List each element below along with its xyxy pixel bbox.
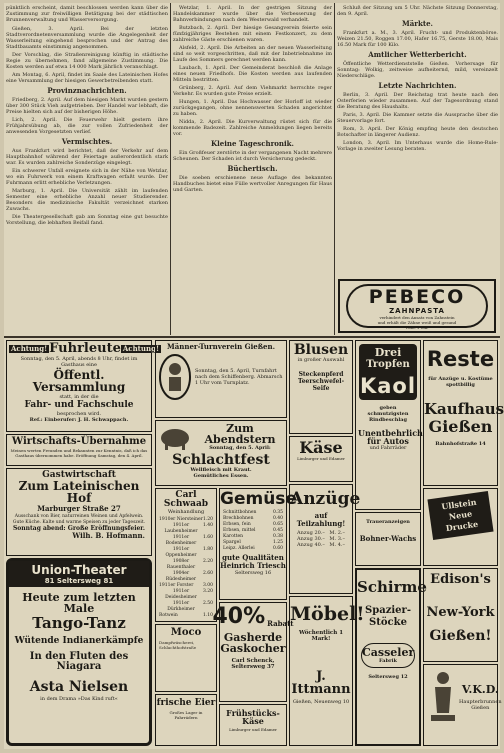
ullstein-title: Ullstein Neue Drucke — [427, 491, 493, 540]
kaese-sub: Limburger und Edamer — [297, 456, 345, 461]
article-paragraph: London, 3. April. Im Unterhaus wurde die Home-Rule-Vorlage in zweiter Lesung beraten. — [337, 140, 498, 152]
union-title: Union-Theater — [9, 561, 149, 577]
price-item-name: 1910er Niersteiner — [159, 517, 203, 522]
fruehstueck-sub: Limburger und Edamer — [229, 727, 277, 732]
kaese-ad — [289, 436, 353, 482]
article-paragraph: Nidda, 2. April. Die Kurverwaltung rüstet sich für die kommende Badezeit. Zahlreiche Anmeldungen liegen bereits vor. — [173, 119, 332, 137]
union-address: 81 Seltersweg 81 — [9, 577, 149, 587]
col1-intro: pünktlich erscheint, damit beschlossen werden kann über die Zustimmung zur freiwilligen Betätigung bei der städtischen Brunnenverwaltung und Wasserversorgung. — [6, 5, 168, 23]
price-row — [156, 535, 216, 547]
kaese-title: Käse — [299, 438, 343, 457]
price-item-name: 1911er Deidesheimer — [165, 589, 197, 600]
hofmann-sign: Wilh. B. Hofmann. — [72, 531, 145, 540]
schirme-title: Schirme — [357, 578, 427, 596]
article-paragraph: Berlin, 3. April. Der Reichstag trat heute nach den Osterferien wieder zusammen. Auf der Tagesordnung stand die Beratung des Haushalts. — [337, 92, 498, 110]
price-row — [156, 589, 216, 601]
ittmann-title: J. Ittmann — [291, 669, 351, 697]
marburger-strasse: Marburger Straße 27 — [37, 504, 121, 513]
price-row — [156, 559, 216, 571]
price-item-value: 0.35 — [272, 510, 283, 515]
pig-icon — [158, 423, 192, 451]
price-item-value: 1.80 — [202, 547, 213, 552]
rabatt-label: Rabatt — [267, 619, 294, 628]
schenck-address: Carl Schenck, Seltersweg 37 — [231, 658, 275, 670]
unentbehrlich-sub: und Fahrräder — [369, 445, 407, 451]
price-item-name: 1904er Rüdesheimer — [165, 571, 197, 582]
gemuese-ad — [219, 488, 297, 600]
article-paragraph: Laubach, 1. April. Der Gemeinderat beschloß die Anlage eines neuen Friedhofs. Die Kosten werden aus laufenden Mitteln bestritten. — [173, 65, 332, 83]
article-paragraph: Lich, 2. April. Die Feuerwehr hielt gestern ihre Frühjahrsübung ab, die zur vollen Zufriedenheit der anwesenden Vorgesetzten verlief. — [6, 117, 168, 135]
edisons-title: Edison's — [430, 572, 491, 587]
price-item-name: Karotten — [223, 534, 244, 539]
gaskocher: Gaskocher — [220, 642, 286, 655]
price-row — [156, 601, 216, 613]
price-item-name: 1911er Dürkheimer — [167, 601, 195, 612]
price-item-value: 3.20 — [202, 589, 213, 594]
new-york: New-York — [426, 605, 495, 620]
gemuese-title: Gemüse — [220, 489, 297, 509]
union-theater-ad — [6, 558, 152, 746]
article-paragraph: Ein Großfeuer zerstörte in der vergangenen Nacht mehrere Scheunen. Der Schaden ist durch Versicherung gedeckt. — [173, 150, 332, 162]
wirtschaft-text: Meinen werten Freunden und Bekannten zur Kenntnis, daß ich das Gasthaus übernommen habe. Eröffnung Samstag, den 4. April. — [10, 448, 148, 458]
anzuege-row: Anzug 20.– M. 2.– — [297, 530, 345, 536]
price-item-value: 0.38 — [272, 534, 283, 539]
anzuege-row: Anzug 30.– M. 3.– — [297, 536, 345, 542]
kaufhaus-giessen: Gießen — [428, 417, 493, 436]
spazier-stoecke: Spazier-Stöcke — [365, 605, 411, 628]
article-paragraph: Hungen, 1. April. Das Hochwasser der Horloff ist wieder zurückgegangen, ohne nennenswerten Schaden angerichtet zu haben. — [173, 99, 332, 117]
pebeco-sub: ZAHNPASTA — [389, 307, 445, 315]
casseler-fabrik: Fabrik — [378, 658, 397, 664]
oeffentl-versammlung: Öffentl. Versammlung — [32, 368, 126, 394]
lateinischer-hof-title: Zum Lateinischen Hof — [18, 479, 140, 505]
wuetende-indianer: Wütende Indianerkämpfe — [14, 636, 144, 646]
price-item-value: 0.40 — [272, 516, 283, 521]
article-paragraph: Schluß der Sitzung um 5 Uhr. Nächste Sitzung Donnerstag, den 9. April. — [337, 5, 498, 17]
lat-text: Ausschank von Bier, naturreinen Weinen und Apfelwein. Gute Küche. Kalte und warme Speisen zu jeder Tageszeit. — [12, 514, 146, 525]
price-row — [156, 547, 216, 559]
fluten-niagara: In den Fluten des Niagara — [29, 651, 129, 672]
teilzahlung: auf Teilzahlung! — [296, 511, 346, 528]
bahnhofstrasse: Bahnhofstraße 14 — [435, 441, 486, 447]
heinrich-sub: Seltersweg 16 — [234, 570, 272, 576]
price-item-name: Erbsen, mittel — [223, 528, 256, 533]
article-paragraph: Rom, 3. April. Der König empfing heute den deutschen Botschafter in längerer Audienz. — [337, 126, 498, 138]
article-paragraph: Grünberg, 2. April. Auf dem Viehmarkt herrschte reger Verkehr. Es wurden gute Preise erzielt. — [173, 85, 332, 97]
moco-text: Dampfwäscherei, Schlachthofstraße — [159, 640, 197, 650]
rabatt-percent: 40% — [212, 604, 266, 629]
price-item-name: Brechbohnen — [223, 516, 254, 521]
price-item-name: Erbsen, fein — [223, 522, 251, 527]
news-column-2 — [173, 5, 332, 335]
article-paragraph: Frankfurt a. M., 3. April. Frucht- und Produktenbörse. Weizen 21.50, Roggen 17.00, Hafer 16.75, Gerste 18.00, Mais 16.50 Mark für 100 Kilo. — [337, 30, 498, 48]
article-paragraph: Die Theatergesellschaft gab am Sonntag eine gut besuchte Vorstellung, die lebhaften Beifall fand. — [6, 214, 168, 226]
sonntag-feier: Sonntag abend: Große Eröffnungsfeier. — [12, 525, 146, 532]
selters-address: Seltersweg 12 — [368, 674, 408, 680]
article-paragraph: Die soeben erschienene neue Auflage des bekannten Handbuches bietet eine Fülle wertvoller Anregungen für Haus und Garten. — [173, 175, 332, 193]
moebel-ad — [289, 596, 365, 746]
article-paragraph: Butzbach, 2. April. Der hiesige Gesangverein feierte sein fünfzigjähriges Bestehen mit einem Festkonzert, zu dem zahlreiche Gäste erschienen waren. — [173, 25, 332, 43]
asta-sub: in dem Drama »Das Kind ruft« — [40, 696, 118, 702]
gute-qualitaeten: gute Qualitäten — [222, 553, 284, 562]
statt-text: statt, in der die — [59, 394, 99, 400]
maenner-title: Männer-Turnverein Gießen. — [166, 342, 276, 351]
section-heading-buechertisch: Büchertisch. — [227, 164, 278, 173]
anzuege-ad — [289, 484, 361, 594]
price-row — [220, 546, 286, 552]
blusen-sub: in großer Auswahl — [297, 357, 345, 363]
fahr-sub: besprochen wird. — [56, 411, 102, 417]
price-item-name: 1911er Laubenheimer — [164, 523, 198, 534]
price-row — [156, 613, 216, 619]
traueranzeige-title: Traueranzeigen — [366, 519, 410, 525]
newspaper-page — [4, 3, 504, 749]
price-item-name: Leipz. Allerlei — [223, 546, 255, 551]
price-item-name: Schnittbohnen — [223, 510, 257, 515]
fahr-fachschule: Fahr- und Fachschule — [24, 400, 134, 410]
price-item-name: 1911er Forster — [159, 583, 194, 588]
turnverein-ad — [155, 340, 287, 418]
schwaab-price-list — [156, 517, 216, 619]
price-item-value: 1.60 — [202, 535, 213, 540]
schwaab-title: Carl Schwaab — [163, 490, 209, 509]
moebel-title: Möbel! — [290, 603, 365, 625]
section-heading-provinz: Provinznachrichten. — [47, 86, 127, 95]
gastwirtschaft: Gastwirtschaft — [42, 470, 116, 480]
steckenpferd: Steckenpferd Teerschwefel-Seife — [297, 371, 345, 392]
ittmann-sub: Gießen, Neuenweg 10 — [292, 699, 350, 705]
tango-tanz: Tango-Tanz — [32, 614, 126, 632]
fuhrleute-title: Fuhrleute — [49, 341, 121, 356]
news-column-1 — [6, 5, 168, 335]
price-item-value: 1.20 — [202, 517, 213, 522]
article-paragraph: Friedberg, 2. April. Auf dem hiesigen Markt wurden gestern über 300 Stück Vieh aufgetrieben. Der Handel war lebhaft, die Preise hielten sich auf der bisherigen Höhe. — [6, 97, 168, 115]
moebel-sub: Wöchentlich 1 Mark! — [298, 630, 344, 642]
moco-title: Moco — [170, 627, 202, 638]
schlachtfest-title: Schlachtfest — [172, 452, 270, 468]
section-heading-wetter: Amtlicher Wetterbericht. — [368, 50, 467, 59]
gasherde: Gasherde — [223, 631, 283, 644]
price-item-value: 0.60 — [272, 546, 283, 551]
fountain-figure-icon — [427, 669, 459, 725]
frische-eier: frische Eier — [156, 698, 216, 708]
blusen-title: Blusen — [293, 342, 349, 358]
fruehstueck-kaese: Frühstücks-Käse — [226, 708, 280, 726]
maenner-text: Sonntag, den 5. April, Turnfahrt nach dem Schiffenberg. Abmarsch 1 Uhr vom Turnplatz. — [195, 368, 283, 386]
price-item-value: 3.00 — [202, 583, 213, 588]
pebeco-line2: und erhält die Zähne weiß und gesund — [377, 320, 457, 325]
price-item-value: 2.50 — [202, 601, 213, 606]
fuhrleute-ad — [6, 340, 160, 432]
section-heading-maerkte: Märkte. — [402, 19, 433, 28]
achtung-right: Achtung! — [122, 343, 160, 353]
gemuese-price-list — [220, 510, 286, 552]
casseler: Casseler — [362, 646, 415, 659]
article-paragraph: Aus Frankfurt wird berichtet, daß der Verkehr auf dem Hauptbahnhof während der Feiertage außerordentlich stark war. Es wurden zahlreiche Sonderzüge eingelegt. — [6, 148, 168, 166]
drei: Drei — [374, 346, 402, 359]
edisons-giessen: Gießen! — [429, 628, 492, 644]
fuhr-date: Sonntag, den 5. April, abends 8 Uhr, findet im Gasthaus eine — [20, 356, 138, 368]
article-paragraph: Öffentliche Wetterdienststelle Gießen. Vorhersage für Sonntag: Wolkig, zeitweise aufheiternd, mild, vereinzelt Niederschläge. — [337, 61, 498, 79]
asta-nielsen: Asta Nielsen — [29, 679, 129, 695]
pebeco-ad — [338, 279, 496, 333]
article-paragraph: Gießen, 3. April. Bei der letzten Stadtverordnetenversammlung wurde die Angelegenheit der Wasserleitung eingehend besprochen und der Antrag des Stadtbauamts einstimmig angenommen. — [6, 26, 168, 50]
kaol-ad — [355, 340, 421, 510]
heinrich-triesch: Heinrich Triesch — [220, 561, 286, 570]
price-item-value: 0.65 — [272, 522, 283, 527]
heute-letzten: Heute zum letzten Male — [22, 591, 136, 615]
price-item-value: 2.60 — [202, 571, 213, 576]
vkd-title: V.K.D. — [461, 682, 499, 696]
price-row — [156, 523, 216, 535]
wirtschaft-title: Wirtschafts-Übernahme — [11, 436, 147, 447]
article-paragraph: Marburg, 1. April. Die Universität zählt im laufenden Semester eine erhebliche Anzahl neuer Studierender. Besonders die medizinische Fakultät verzeichnet starken Zuwachs. — [6, 188, 168, 212]
price-item-name: 1911er Bodenheimer — [165, 535, 197, 546]
moco-ad — [155, 624, 217, 692]
price-item-value: 2.20 — [202, 559, 213, 564]
article-paragraph: Am Montag, 6. April, findet im Saale des Lateinischen Hofes eine Versammlung der hiesigen Gewerbetreibenden statt. — [6, 72, 168, 84]
pebeco-oval — [346, 284, 488, 328]
blusen-ad — [289, 340, 353, 434]
kaufhaus: Kaufhaus — [424, 400, 504, 418]
article-paragraph: Paris, 3. April. Die Kammer setzte die Aussprache über die Steuervorlage fort. — [337, 112, 498, 124]
kaol-brand: Kaol — [359, 374, 417, 398]
schwaab-ad — [155, 488, 217, 622]
bohner-wachs: Bohner-Wachs — [359, 534, 417, 543]
price-item-value: 1.25 — [272, 540, 283, 545]
article-paragraph: Wetzlar, 1. April. In der gestrigen Sitzung der Handelskammer wurde über die Verbesserung der Bahnverbindungen nach dem Westerwald verhandelt. — [173, 5, 332, 23]
edisons-ad — [423, 568, 498, 662]
vkd-sub: Haupterbrunnen Gießen — [459, 698, 502, 711]
kaol-text: geben schmutzigsten Rindbeschlag — [367, 405, 409, 423]
reste-ad — [423, 340, 504, 486]
pebeco-brand: PEBECO — [368, 286, 466, 308]
abendstern-ad — [155, 420, 287, 486]
eier-text: Großes Lager in Fahrrädern — [169, 710, 203, 720]
section-heading-letzte: Letzte Nachrichten. — [378, 81, 457, 90]
fruehstueck-ad — [219, 704, 287, 746]
anzuege-title: Anzüge — [290, 489, 361, 509]
achtung-left: Achtung! — [11, 343, 48, 353]
lateinischer-hof-ad — [6, 468, 152, 556]
unentbehrlich: Unentbehrlich für Autos — [358, 428, 423, 446]
reste-title: Reste — [426, 347, 495, 371]
price-item-name: 1908er Rauenthaler — [166, 559, 196, 570]
section-heading-vermischtes: Vermischtes. — [61, 137, 113, 146]
schwaab-sub: Weinhandlung — [167, 509, 205, 515]
schlacht-text: Wellfleisch mit Kraut. — [190, 467, 252, 473]
ref-text: Ref.: Einberufer: J. H. Schwappach. — [29, 417, 129, 423]
schirme-ad — [355, 568, 427, 746]
zum-abendstern: Zum Abendstern — [204, 422, 276, 446]
section-heading-tageschronik: Kleine Tageschronik. — [211, 139, 294, 148]
wirtschaft-ad — [6, 434, 152, 466]
turner-emblem-icon — [158, 353, 192, 401]
eier-ad — [155, 694, 217, 746]
traueranzeige-ad — [355, 512, 421, 566]
anzuege-row: Anzug 40.– M. 4.– — [297, 542, 345, 548]
abendstern-date: Sonntag, den 5. April: — [209, 445, 271, 451]
reste-sub: für Anzüge u. Kostüme spottbillig — [428, 376, 493, 388]
price-item-name: Spargel — [223, 540, 241, 545]
article-paragraph: Alsfeld, 2. April. Die Arbeiten an der neuen Wasserleitung sind so weit vorgeschritten, daß mit der Inbetriebnahme im Laufe des Sommers gerechnet werden kann. — [173, 45, 332, 63]
news-column-3 — [337, 5, 498, 275]
anzuege-lines — [290, 528, 352, 550]
article-paragraph: Ein schwerer Unfall ereignete sich in der Nähe von Wetzlar, wo ein Fuhrwerk von einem Kraftwagen erfaßt wurde. Der Fuhrmann erlitt erhebliche Verletzungen. — [6, 168, 168, 186]
article-paragraph: Der Vorschlag, die Straßenreinigung künftig in städtische Regie zu übernehmen, fand allgemeine Zustimmung. Die Kosten werden auf etwa 14 000 Mark jährlich veranschlagt. — [6, 52, 168, 70]
gemuetliches-essen: Gemütliches Essen. — [193, 473, 249, 479]
vkd-ad — [423, 664, 502, 746]
gasherde-ad — [212, 602, 294, 702]
pebeco-line1: verhindert den Ansatz von Zahnstein — [379, 315, 455, 320]
ullstein-ad — [423, 488, 498, 566]
price-item-name: Rotwein — [159, 613, 178, 618]
price-item-value: 0.45 — [272, 528, 283, 533]
tropfen: Tropfen — [366, 359, 410, 370]
pebeco-price: Tube 1 Mk. — [405, 325, 429, 330]
price-item-value: 1.40 — [202, 523, 213, 528]
price-item-value: 1.10 — [202, 613, 213, 618]
price-row — [156, 571, 216, 583]
price-item-name: 1911er Oppenheimer — [165, 547, 197, 558]
